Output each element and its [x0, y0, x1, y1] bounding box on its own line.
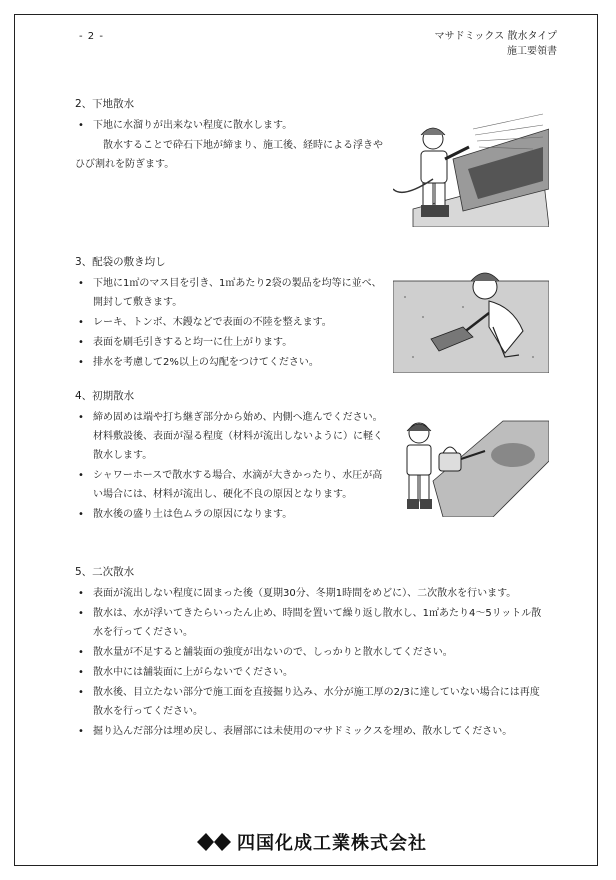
- bullet-item: • レーキ、トンボ、木鏝などで表面の不陸を整えます。: [75, 313, 389, 332]
- bullet-item: • 散水後の盛り土は色ムラの原因になります。: [75, 505, 389, 524]
- bullet-item: • 排水を考慮して2%以上の勾配をつけてください。: [75, 353, 389, 372]
- bullet-item: • 表面が流出しない程度に固まった後（夏期30分、冬期1時間をめどに）、二次散水を行います。: [75, 584, 545, 603]
- diamond-logo-icon: [197, 833, 231, 851]
- watering-hose-illustration: [393, 99, 549, 227]
- section-secondary-watering: [75, 563, 565, 742]
- section-title: 4、初期散水: [75, 390, 135, 402]
- page-number: - 2 -: [79, 31, 104, 42]
- section-title: 5、二次散水: [75, 566, 135, 578]
- troweling-illustration: [393, 257, 549, 373]
- bullet-item: • シャワーホースで散水する場合、水滴が大きかったり、水圧が高い場合には、材料が流出し、硬化不良の原因となります。: [75, 466, 389, 504]
- product-name: マサドミックス 散水タイプ: [434, 31, 557, 42]
- bullet-item: • 散水中には舗装面に上がらないでください。: [75, 663, 545, 682]
- bullet-item: • 掘り込んだ部分は埋め戻し、表層部には未使用のマサドミックスを埋め、散水してください。: [75, 722, 545, 741]
- bullet-item: • 下地に1㎡のマス目を引き、1㎡あたり2袋の製品を均等に並べ、開封して敷きます。: [75, 274, 389, 312]
- section-title: 2、下地散水: [75, 98, 135, 110]
- company-logo: [197, 829, 427, 855]
- bullet-item: • 表面を刷毛引きすると均一に仕上がります。: [75, 333, 389, 352]
- bullet-item: • 散水は、水が浮いてきたらいったん止め、時間を置いて繰り返し散水し、1㎡あたり4～5リットル散水を行ってください。: [75, 604, 545, 642]
- section-paragraph: 散水することで砕石下地が締まり、施工後、経時による浮きやひび割れを防ぎます。: [75, 140, 383, 170]
- document-page: [14, 14, 598, 866]
- section-title: 3、配袋の敷き均し: [75, 256, 166, 268]
- company-name: 四国化成工業株式会社: [237, 833, 427, 854]
- document-type: 施工要領書: [507, 46, 557, 57]
- bullet-item: • 散水後、目立たない部分で施工面を直接掘り込み、水分が施工厚の2/3に達していない場合には再度散水を行ってください。: [75, 683, 545, 721]
- bullet-item: • 締め固めは端や打ち継ぎ部分から始め、内側へ進んでください。材料敷設後、表面が湿る程度（材料が流出しないように）に軽く散水します。: [75, 408, 389, 465]
- bullet-item: • 散水量が不足すると舗装面の強度が出ないので、しっかりと散水してください。: [75, 643, 545, 662]
- bullet-item: • 下地に水溜りが出来ない程度に散水します。: [75, 116, 383, 135]
- watering-can-illustration: [393, 411, 549, 517]
- document-header: [435, 29, 557, 59]
